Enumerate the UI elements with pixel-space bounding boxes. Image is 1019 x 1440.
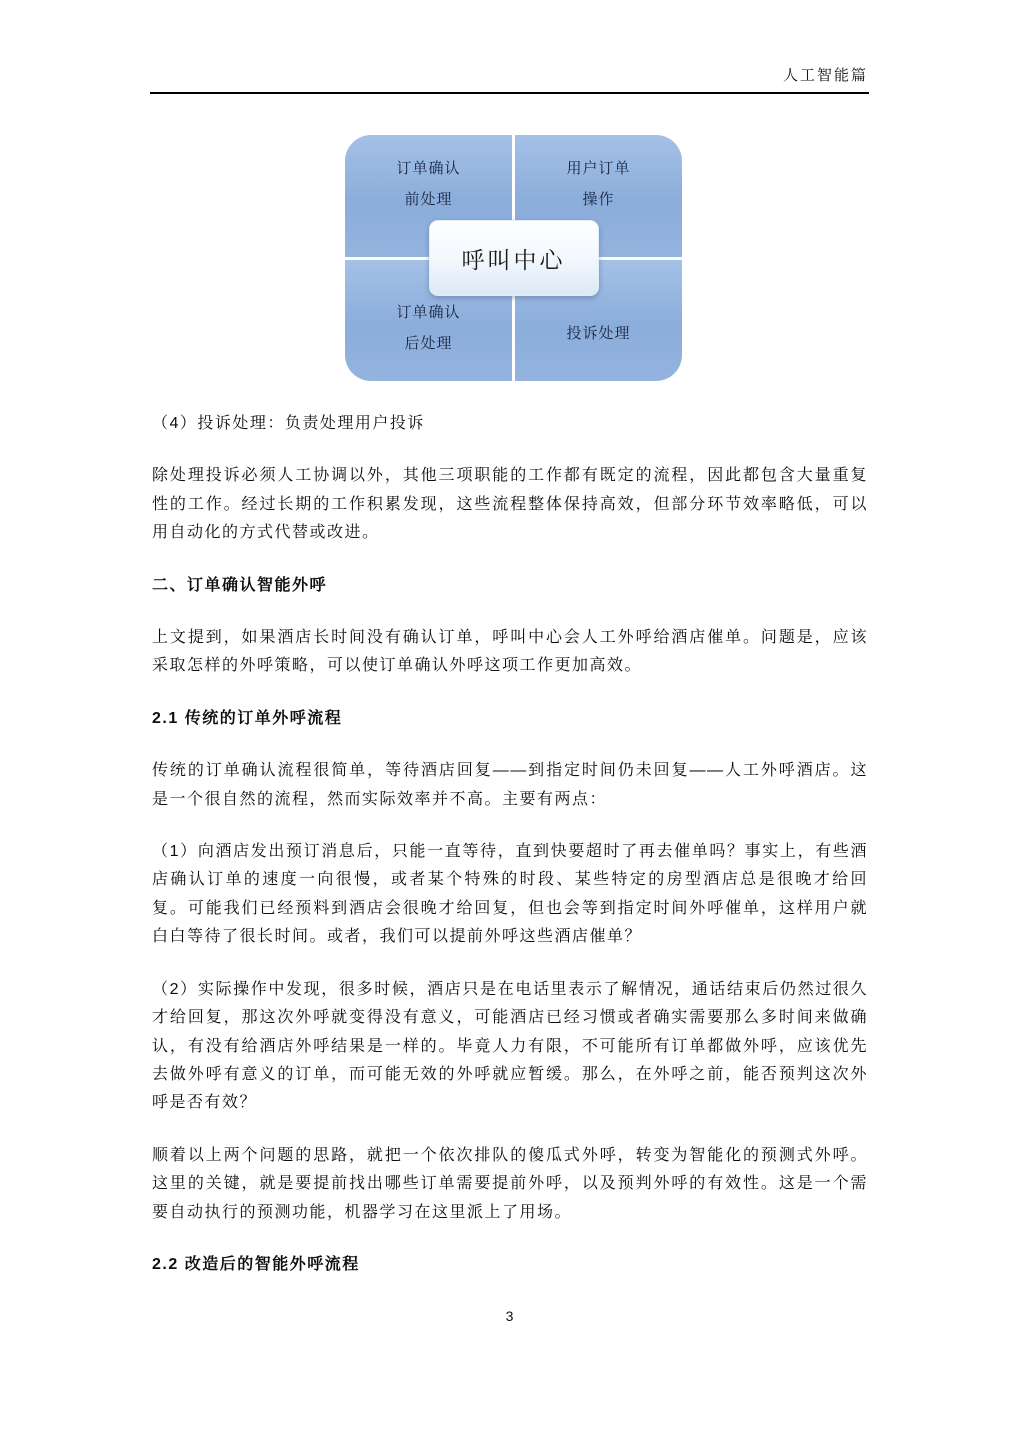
- paragraph-point-1: （1）向酒店发出预订消息后，只能一直等待，直到快要超时了再去催单吗？事实上，有些酒店确认订单的速度一向很慢，或者某个特殊的时段、某些特定的房型酒店总是很晚才给回复。可能我们已经预料到酒店会很晚才给回复，但也会等到指定时间外呼催单，这样用户就白白等待了很长时间。或者，我们可以提前外呼这些酒店催单？: [152, 843, 868, 946]
- section-heading-2: 二、订单确认智能外呼: [152, 576, 328, 594]
- list-item-complaint-handling: （4）投诉处理：负责处理用户投诉: [152, 415, 425, 432]
- quadrant-label-line: 后处理: [404, 335, 453, 352]
- call-center-diagram: [345, 135, 682, 381]
- paragraph-summary: 顺着以上两个问题的思路，就把一个依次排队的傻瓜式外呼，转变为智能化的预测式外呼。这里的关键，就是要提前找出哪些订单需要提前外呼，以及预判外呼的有效性。这是一个需要自动执行的预测功能，机器学习在这里派上了用场。: [152, 1146, 868, 1221]
- quadrant-label-line: 订单确认: [396, 304, 461, 321]
- section-heading-2-1: 2.1 传统的订单外呼流程: [152, 709, 343, 727]
- header-rule: [150, 92, 869, 94]
- section-heading-2-2: 2.2 改造后的智能外呼流程: [152, 1255, 360, 1273]
- paragraph-point-2: （2）实际操作中发现，很多时候，酒店只是在电话里表示了解情况，通话结束后仍然过很久才给回复，那这次外呼就变得没有意义，可能酒店已经习惯或者确实需要那么多时间来做确认，有没有给酒店外呼结果是一样的。毕竟人力有限，不可能所有订单都做外呼，应该优先去做外呼有意义的订单，而可能无效的外呼就应暂缓。那么，在外呼之前，能否预判这次外呼是否有效？: [152, 980, 868, 1112]
- quadrant-label-line: 用户订单: [566, 160, 631, 177]
- page-number: 3: [505, 1308, 514, 1324]
- center-label-text: 呼叫中心: [461, 246, 566, 273]
- quadrant-label-line: 投诉处理: [566, 325, 631, 342]
- paragraph-overview: 除处理投诉必须人工协调以外，其他三项职能的工作都有既定的流程，因此都包含大量重复性的工作。经过长期的工作积累发现，这些流程整体保持高效，但部分环节效率略低，可以用自动化的方式代替或改进。: [152, 467, 868, 542]
- paragraph-section2-intro: 上文提到，如果酒店长时间没有确认订单，呼叫中心会人工外呼给酒店催单。问题是，应该采取怎样的外呼策略，可以使订单确认外呼这项工作更加高效。: [152, 629, 868, 675]
- quadrant-label-line: 操作: [582, 191, 615, 208]
- paragraph-traditional-flow: 传统的订单确认流程很简单，等待酒店回复——到指定时间仍未回复——人工外呼酒店。这是一个很自然的流程，然而实际效率并不高。主要有两点：: [152, 762, 868, 808]
- header-title: 人工智能篇: [782, 67, 868, 84]
- document-body: [152, 410, 868, 1303]
- diagram-center-label: [429, 220, 599, 296]
- quadrant-label-line: 前处理: [404, 191, 453, 208]
- quadrant-label-line: 订单确认: [396, 160, 461, 177]
